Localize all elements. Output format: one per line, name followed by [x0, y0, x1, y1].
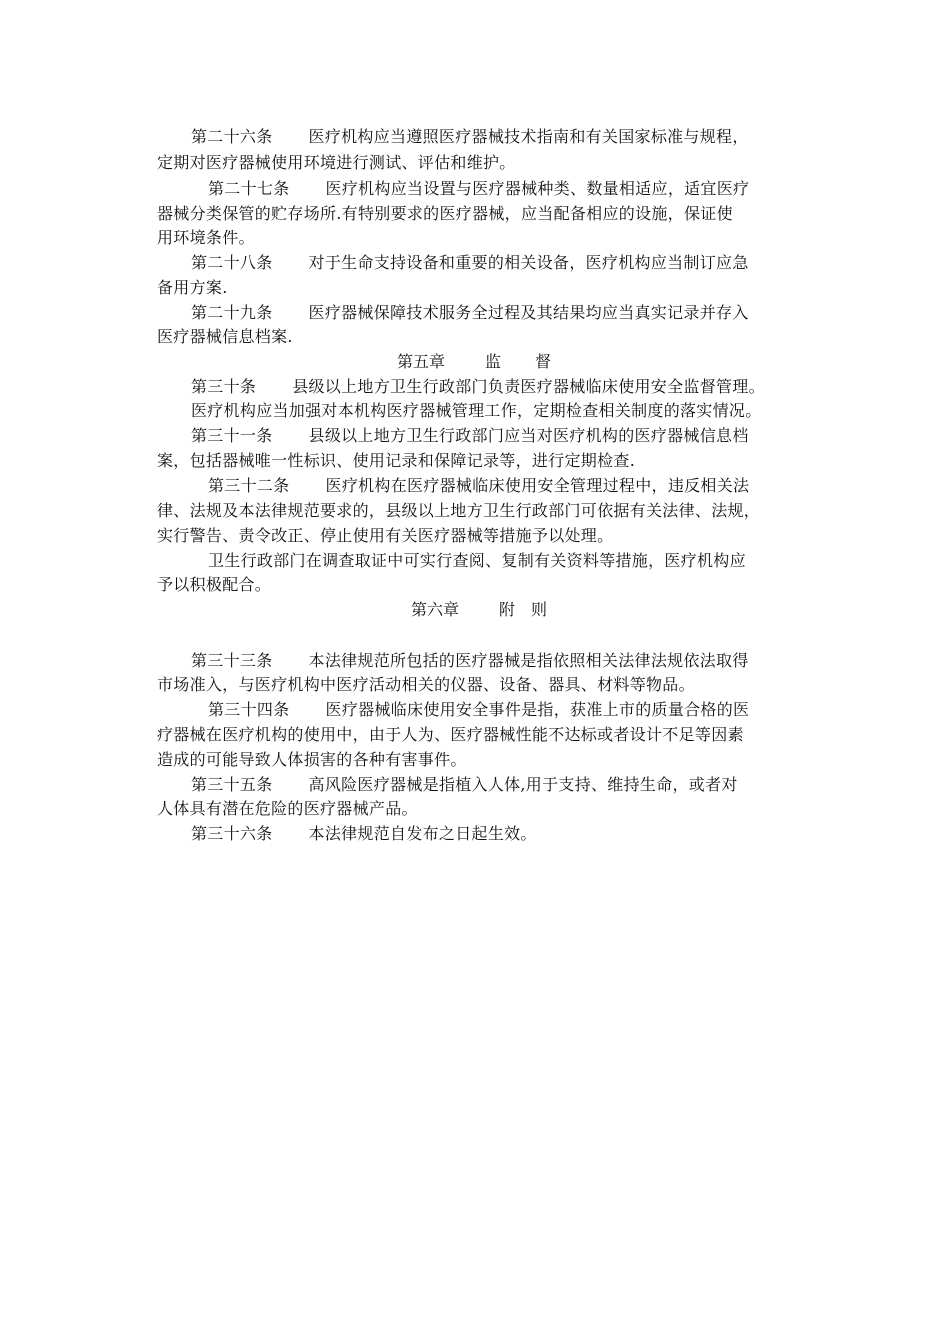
- article-32-line-3: 实行警告、责令改正、停止使用有关医疗器械等措施予以处理。: [157, 526, 614, 545]
- chapter-6-heading: [411, 599, 547, 621]
- article-29-line-2: 医疗器械信息档案.: [157, 327, 293, 346]
- article-32-label: 第三十二条: [208, 476, 290, 495]
- article-35-label: 第三十五条: [191, 775, 273, 794]
- article-35-text-1: 高风险医疗器械是指植入人体,用于支持、维持生命，或者对: [308, 775, 738, 794]
- article-36-line-1: [191, 823, 537, 845]
- article-31-line-2: 案，包括器械唯一性标识、使用记录和保障记录等，进行定期检查.: [157, 451, 636, 470]
- article-33-line-1: [191, 650, 749, 672]
- article-30-line-1: [191, 376, 765, 398]
- article-35-line-1: [191, 774, 738, 796]
- chapter-6-title-char-1: 附: [499, 600, 516, 619]
- article-34-line-2: 疗器械在医疗机构的使用中，由于人为、医疗器械性能不达标或者设计不足等因素: [157, 725, 744, 744]
- article-28-label: 第二十八条: [191, 253, 273, 272]
- article-29-text-1: 医疗器械保障技术服务全过程及其结果均应当真实记录并存入: [308, 303, 749, 322]
- chapter-5-heading: [397, 351, 551, 373]
- article-34-label: 第三十四条: [208, 700, 290, 719]
- chapter-6-number: 第六章: [411, 600, 460, 619]
- article-27-line-1: [208, 178, 749, 200]
- chapter-6-title-char-2: 则: [531, 600, 548, 619]
- article-30-text-1: 县级以上地方卫生行政部门负责医疗器械临床使用安全监督管理。: [292, 377, 765, 396]
- article-36-text-1: 本法律规范自发布之日起生效。: [308, 824, 537, 843]
- article-35-line-2: 人体具有潜在危险的医疗器械产品。: [157, 799, 418, 818]
- article-29-label: 第二十九条: [191, 303, 273, 322]
- chapter-5-title-char-1: 监: [485, 352, 502, 371]
- article-34-text-1: 医疗器械临床使用安全事件是指，获准上市的质量合格的医: [325, 700, 750, 719]
- article-26-label: 第二十六条: [191, 127, 273, 146]
- article-33-label: 第三十三条: [191, 651, 273, 670]
- article-32-line-2: 律、法规及本法律规范要求的，县级以上地方卫生行政部门可依据有关法律、法规，: [157, 501, 761, 520]
- article-32-text-1: 医疗机构在医疗器械临床使用安全管理过程中，违反相关法: [325, 476, 750, 495]
- article-34-line-1: [208, 699, 749, 721]
- article-26-line-2: 定期对医疗器械使用环境进行测试、评估和维护。: [157, 153, 516, 172]
- chapter-5-title-char-2: 督: [535, 352, 552, 371]
- article-36-label: 第三十六条: [191, 824, 273, 843]
- article-33-text-1: 本法律规范所包括的医疗器械是指依照相关法律法规依法取得: [308, 651, 749, 670]
- article-32-line-4: 卫生行政部门在调查取证中可实行查阅、复制有关资料等措施，医疗机构应: [208, 551, 746, 570]
- article-31-label: 第三十一条: [191, 426, 273, 445]
- article-32-line-5: 予以积极配合。: [157, 575, 272, 594]
- article-27-label: 第二十七条: [208, 179, 290, 198]
- article-29-line-1: [191, 302, 749, 324]
- article-34-line-3: 造成的可能导致人体损害的各种有害事件。: [157, 750, 467, 769]
- article-27-text-1: 医疗机构应当设置与医疗器械种类、数量相适应，适宜医疗: [325, 179, 750, 198]
- chapter-5-number: 第五章: [397, 352, 446, 371]
- article-30-label: 第三十条: [191, 377, 257, 396]
- article-32-line-1: [208, 475, 749, 497]
- article-27-line-3: 用环境条件。: [157, 228, 255, 247]
- article-28-line-1: [191, 252, 749, 274]
- article-26-line-1: [191, 126, 749, 148]
- article-28-line-2: 备用方案.: [157, 278, 228, 297]
- article-28-text-1: 对于生命支持设备和重要的相关设备，医疗机构应当制订应急: [308, 253, 749, 272]
- article-33-line-2: 市场准入，与医疗机构中医疗活动相关的仪器、设备、器具、材料等物品。: [157, 675, 695, 694]
- article-30-line-2: 医疗机构应当加强对本机构医疗器械管理工作，定期检查相关制度的落实情况。: [191, 401, 762, 420]
- article-31-text-1: 县级以上地方卫生行政部门应当对医疗机构的医疗器械信息档: [308, 426, 749, 445]
- article-31-line-1: [191, 425, 749, 447]
- article-27-line-2: 器械分类保管的贮存场所.有特别要求的医疗器械，应当配备相应的设施，保证使: [157, 204, 733, 223]
- article-26-text-1: 医疗机构应当遵照医疗器械技术指南和有关国家标准与规程，: [308, 127, 749, 146]
